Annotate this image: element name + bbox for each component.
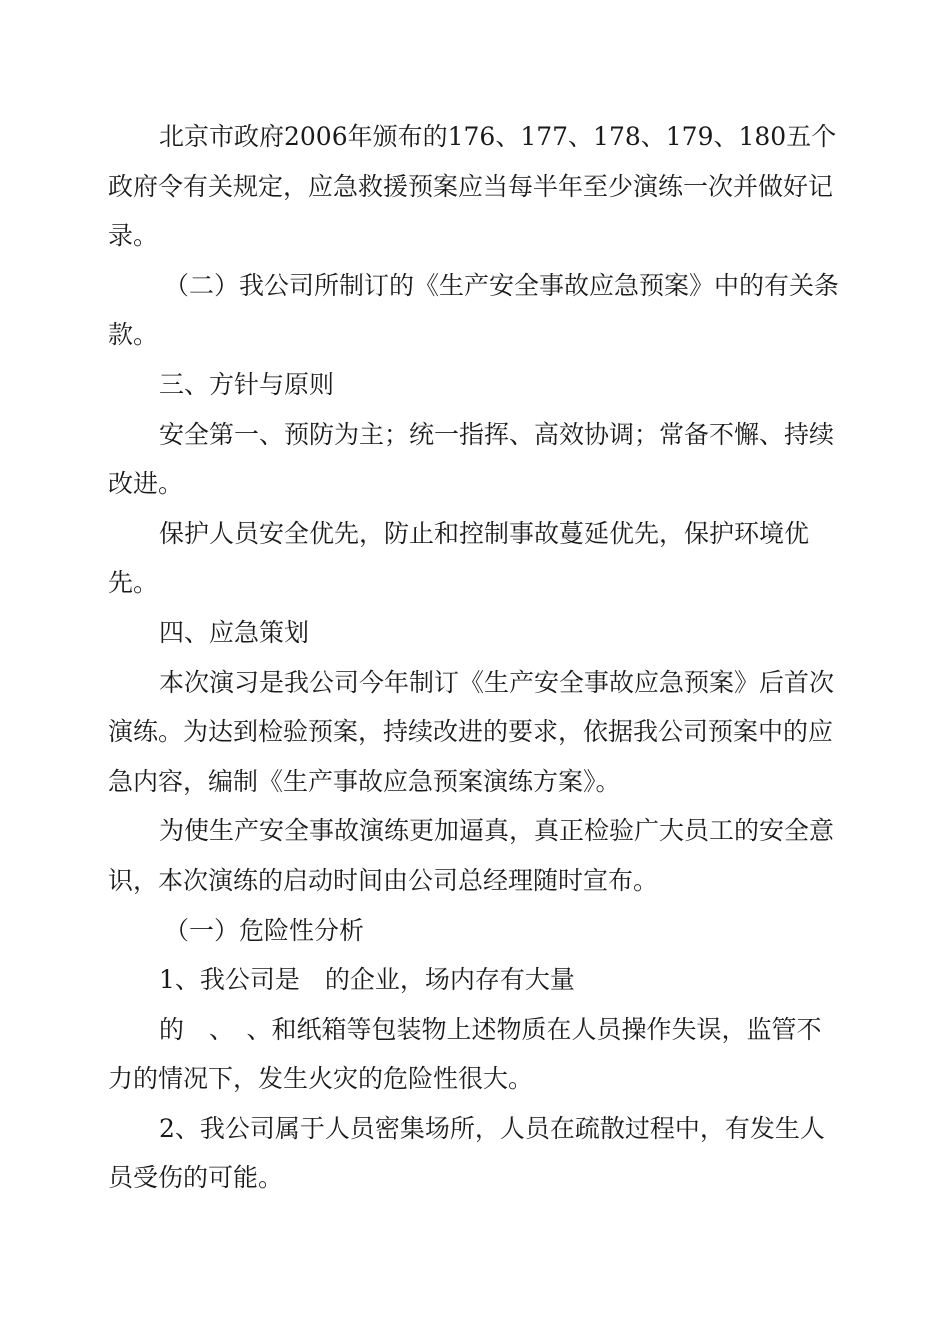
paragraph-risk-item-1b: 的 、 、和纸箱等包装物上述物质在人员操作失误，监管不力的情况下，发生火灾的危险性很大。 (108, 1014, 822, 1094)
heading-policy-principles: 三、方针与原则 (159, 369, 335, 399)
heading-risk-analysis: （一）危险性分析 (164, 915, 365, 945)
heading-emergency-planning: 四、应急策划 (159, 617, 310, 647)
document-body (108, 112, 843, 1203)
paragraph-risk-item-2: 2、我公司属于人员密集场所，人员在疏散过程中，有发生人员受伤的可能。 (108, 1113, 825, 1193)
paragraph-safety-first: 安全第一、预防为主；统一指挥、高效协调；常备不懈、持续改进。 (108, 419, 835, 499)
paragraph-personnel-safety: 保护人员安全优先，防止和控制事故蔓延优先，保护环境优先。 (108, 518, 810, 598)
paragraph-first-drill: 本次演习是我公司今年制订《生产安全事故应急预案》后首次演练。为达到检验预案，持续改进的要求，依据我公司预案中的应急内容，编制《生产事故应急预案演练方案》。 (108, 667, 835, 796)
paragraph-drill-start: 为使生产安全事故演练更加逼真，真正检验广大员工的安全意识，本次演练的启动时间由公司总经理随时宣布。 (108, 816, 835, 895)
paragraph-regulations: 北京市政府2006年颁布的176、177、178、179、180五个政府令有关规定，应急救援预案应当每半年至少演练一次并做好记录。 (108, 122, 837, 251)
paragraph-plan-clauses: （二）我公司所制订的《生产安全事故应急预案》中的有关条款。 (108, 270, 840, 350)
paragraph-risk-item-1a: 1、我公司是 的企业，场内存有大量 (159, 965, 575, 995)
